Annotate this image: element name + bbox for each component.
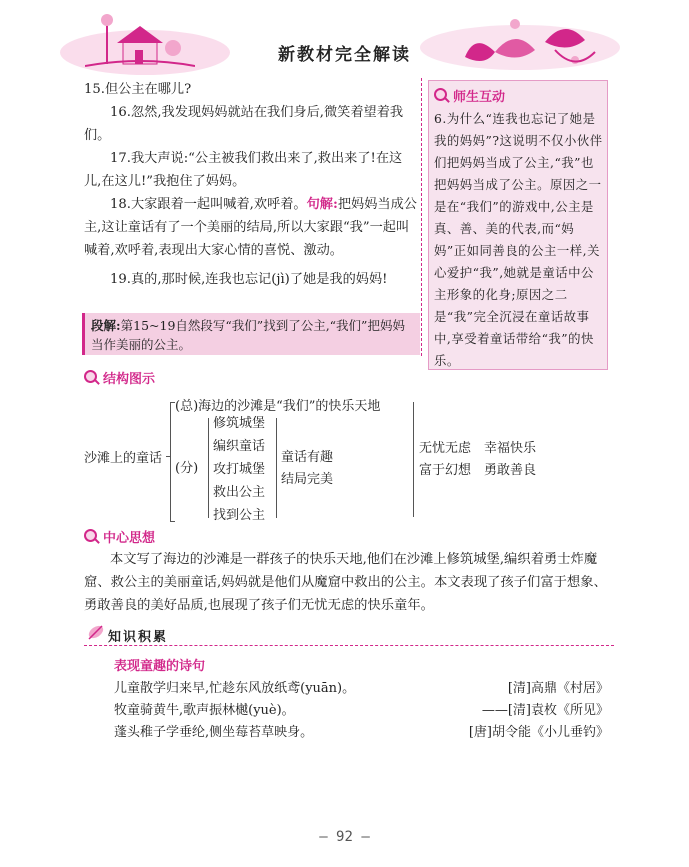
main-idea-text: 本文写了海边的沙滩是一群孩子的快乐天地,他们在沙滩上修筑城堡,编织着勇士炸魔窟、救公主的美丽童话,妈妈就是他们从魔窟中救出的公主。本文表现了孩子们富于想象、勇敢善良的美好品质,也展现了孩子们无忧无虑的快乐童年。 — [84, 552, 607, 613]
knowledge-subheading: 表现童趣的诗句 — [114, 659, 206, 674]
brace-left — [170, 402, 171, 522]
summary-label: 段解: — [91, 318, 121, 333]
feather-pen-icon — [86, 622, 106, 642]
poem-source: [唐]胡令能《小儿垂钓》 — [468, 725, 609, 740]
main-idea-heading — [84, 527, 155, 546]
brace-items — [208, 418, 209, 518]
paragraph-16: 16.忽然,我发现妈妈就站在我们身后,微笑着望着我们。 — [84, 105, 404, 143]
teacher-student-heading — [434, 86, 505, 105]
poem-line: 蓬头稚子学垂纶,侧坐莓苔草映身。 — [114, 725, 314, 740]
magnifier-icon — [84, 370, 99, 385]
sentence-annotation-label: 句解: — [306, 197, 338, 212]
poem-source: ——[清]袁枚《所见》 — [481, 703, 609, 718]
brace-right — [413, 402, 414, 517]
poem-line: 牧童骑黄牛,歌声振林樾(yuè)。 — [114, 703, 295, 718]
teacher-student-text: 6.为什么“连我也忘记了她是我的妈妈”?这说明不仅小伙伴们把妈妈当成了公主,“我”也把妈妈当成了公主。原因之一是在“我们”的游戏中,公主是真、善、美的代表,而“妈妈”正如同善良的公主一样,关心爱护“我”,她就是童话中公主形象的化身;原因之二是“我”完全沉浸在童话故事中,享受着童话带给“我”的快乐。 — [434, 111, 603, 368]
page-number: — 92 — — [319, 829, 370, 845]
sentence-annotation: 把妈妈当成公主,这让童话有了一个美丽的结局,所以大家跟“我”一起叫喊着,欢呼着,表现出大家心情的喜悦、激动。 — [84, 197, 417, 258]
main-idea-title: 中心思想 — [103, 531, 156, 546]
paragraph-18: 18.大家跟着一起叫喊着,欢呼着。 — [110, 197, 307, 212]
structure-item: 修筑城堡 — [213, 416, 266, 431]
structure-right: 富于幻想 勇敢善良 — [419, 463, 537, 478]
structure-item: 攻打城堡 — [213, 462, 266, 477]
structure-item: 编织童话 — [213, 439, 266, 454]
brace-bottom — [170, 521, 175, 522]
page-header — [0, 0, 689, 80]
paragraph-17: 17.我大声说:“公主被我们救出来了,救出来了!在这儿,在这儿!”我抱住了妈妈。 — [84, 151, 403, 189]
structure-item: 找到公主 — [213, 508, 266, 523]
structure-title: 结构图示 — [103, 372, 156, 387]
teacher-student-title: 师生互动 — [453, 90, 506, 105]
knowledge-heading: 知识积累 — [108, 630, 169, 645]
brace-mid — [276, 418, 277, 518]
structure-fen: (分) — [175, 461, 199, 476]
structure-item: 救出公主 — [213, 485, 266, 500]
structure-mid: 结局完美 — [281, 472, 334, 487]
paragraph-summary-box — [82, 313, 420, 355]
paragraph-19: 19.真的,那时候,连我也忘记(jì)了她是我的妈妈! — [110, 272, 388, 287]
structure-heading — [84, 368, 155, 387]
structure-mid: 童话有趣 — [281, 450, 334, 465]
brace-tick — [166, 456, 171, 457]
paragraph-18-block — [84, 193, 419, 262]
structure-root: 沙滩上的童话 — [84, 451, 163, 466]
knowledge-divider — [84, 645, 614, 646]
poem-source: [清]高鼎《村居》 — [507, 681, 609, 696]
structure-total: (总)海边的沙滩是“我们”的快乐天地 — [175, 399, 381, 414]
book-title: 新教材完全解读 — [278, 45, 411, 65]
column-divider — [421, 78, 422, 356]
summary-text: 第15~19自然段写“我们”找到了公主,“我们”把妈妈当作美丽的公主。 — [91, 318, 405, 352]
poem-line: 儿童散学归来早,忙趁东风放纸鸢(yuān)。 — [114, 681, 356, 696]
magnifier-icon — [84, 529, 99, 544]
paragraph-15: 15.但公主在哪儿? — [84, 82, 192, 97]
magnifier-icon — [434, 88, 449, 103]
structure-right: 无忧无虑 幸福快乐 — [419, 441, 537, 456]
